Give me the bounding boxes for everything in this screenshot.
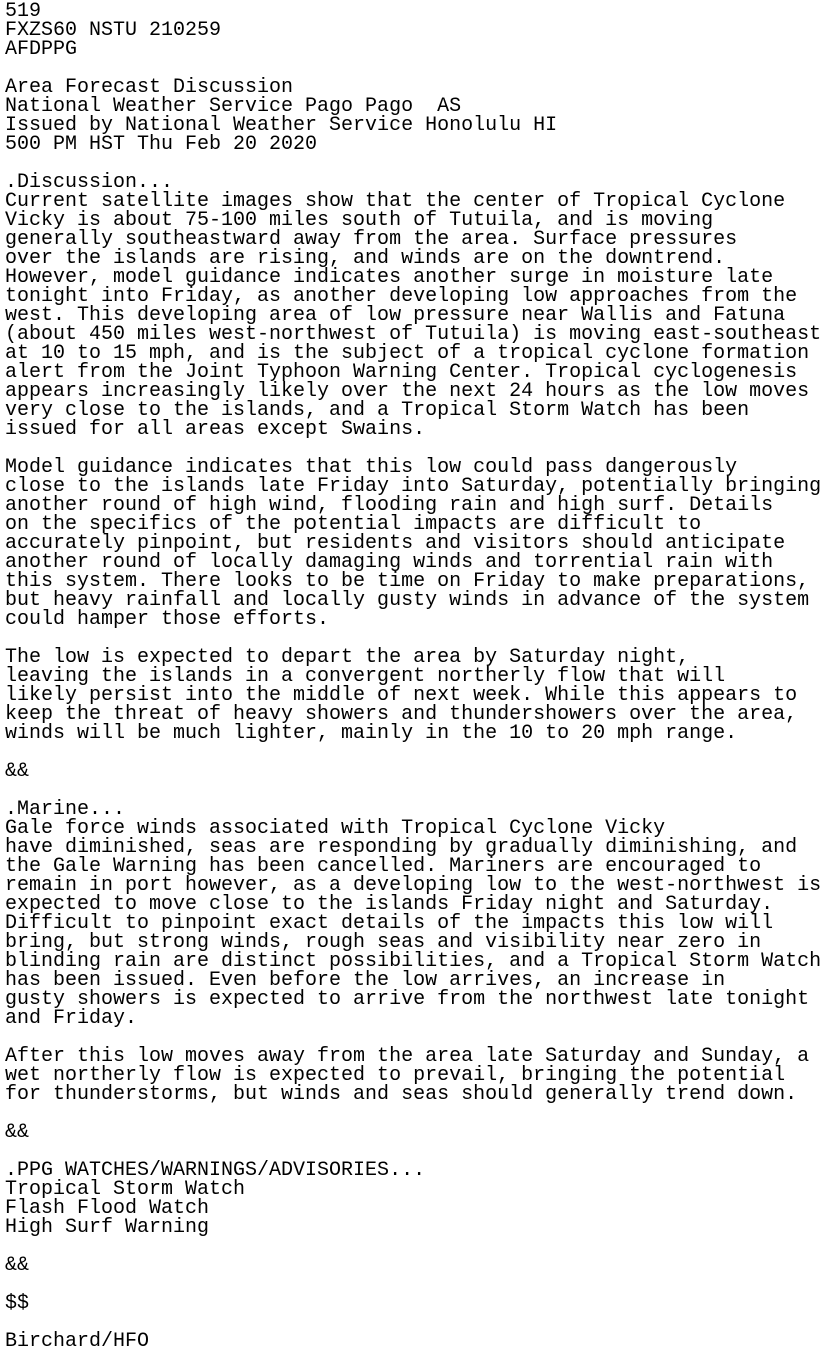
text-line: .PPG WATCHES/WARNINGS/ADVISORIES... xyxy=(5,1159,426,1182)
text-line: expected to move close to the islands Friday night and Saturday. xyxy=(5,893,774,916)
blank-line xyxy=(5,1275,821,1294)
text-line: issued for all areas except Swains. xyxy=(5,418,426,441)
text-line: (about 450 miles west-northwest of Tutuila) is moving east-southeast xyxy=(5,323,822,346)
text-line: .Marine... xyxy=(5,798,126,821)
text-line: Difficult to pinpoint exact details of the impacts this low will xyxy=(5,912,774,935)
text-line: Model guidance indicates that this low could pass dangerously xyxy=(5,456,738,479)
text-line: accurately pinpoint, but residents and visitors should anticipate xyxy=(5,532,786,555)
text-line: on the specifics of the potential impacts are difficult to xyxy=(5,513,702,536)
text-line: at 10 to 15 mph, and is the subject of a tropical cyclone formation xyxy=(5,342,810,365)
text-line: close to the islands late Friday into Saturday, potentially bringing xyxy=(5,475,822,498)
text-line: another round of locally damaging winds and torrential rain with xyxy=(5,551,774,574)
text-line: Gale force winds associated with Tropical Cyclone Vicky xyxy=(5,817,666,840)
text-line: but heavy rainfall and locally gusty winds in advance of the system xyxy=(5,589,810,612)
text-line: likely persist into the middle of next week. While this appears to xyxy=(5,684,798,707)
text-line: Birchard/HFO xyxy=(5,1330,150,1353)
text-line: winds will be much lighter, mainly in the 10 to 20 mph range. xyxy=(5,722,738,745)
text-line: $$ xyxy=(5,1292,30,1315)
text-line: have diminished, seas are responding by gradually diminishing, and xyxy=(5,836,798,859)
text-line: && xyxy=(5,1121,30,1144)
text-line: appears increasingly likely over the next 24 hours as the low moves xyxy=(5,380,810,403)
blank-line xyxy=(5,1104,821,1123)
text-line: && xyxy=(5,760,30,783)
text-line: over the islands are rising, and winds are on the downtrend. xyxy=(5,247,726,270)
text-line: Flash Flood Watch xyxy=(5,1197,210,1220)
text-line: alert from the Joint Typhoon Warning Center. Tropical cyclogenesis xyxy=(5,361,798,384)
text-line: could hamper those efforts. xyxy=(5,608,330,631)
forecast-discussion-text xyxy=(5,2,821,1351)
text-line: the Gale Warning has been cancelled. Mariners are encouraged to xyxy=(5,855,762,878)
text-line: leaving the islands in a convergent northerly flow that will xyxy=(5,665,726,688)
text-line: .Discussion... xyxy=(5,171,174,194)
text-line: Tropical Storm Watch xyxy=(5,1178,246,1201)
text-line: Vicky is about 75-100 miles south of Tutuila, and is moving xyxy=(5,209,714,232)
text-line: Issued by National Weather Service Honolulu HI xyxy=(5,114,558,137)
text-line: has been issued. Even before the low arrives, an increase in xyxy=(5,969,726,992)
blank-line xyxy=(5,781,821,800)
text-line: and Friday. xyxy=(5,1007,138,1030)
text-line: very close to the islands, and a Tropical Storm Watch has been xyxy=(5,399,750,422)
text-line: After this low moves away from the area late Saturday and Sunday, a xyxy=(5,1045,810,1068)
text-line: blinding rain are distinct possibilities, and a Tropical Storm Watch xyxy=(5,950,822,973)
text-line: keep the threat of heavy showers and thundershowers over the area, xyxy=(5,703,798,726)
blank-line xyxy=(5,743,821,762)
text-line: However, model guidance indicates another surge in moisture late xyxy=(5,266,774,289)
text-line: Current satellite images show that the center of Tropical Cyclone xyxy=(5,190,786,213)
text-line: gusty showers is expected to arrive from the northwest late tonight xyxy=(5,988,810,1011)
text-line: AFDPPG xyxy=(5,38,78,61)
text-line: remain in port however, as a developing low to the west-northwest is xyxy=(5,874,822,897)
text-line: for thunderstorms, but winds and seas should generally trend down. xyxy=(5,1083,798,1106)
text-line: && xyxy=(5,1254,30,1277)
text-line: tonight into Friday, as another developing low approaches from the xyxy=(5,285,798,308)
text-line: this system. There looks to be time on Friday to make preparations, xyxy=(5,570,810,593)
blank-line xyxy=(5,1237,821,1256)
text-line: High Surf Warning xyxy=(5,1216,210,1239)
text-line: wet northerly flow is expected to prevail, bringing the potential xyxy=(5,1064,786,1087)
text-line: National Weather Service Pago Pago AS xyxy=(5,95,462,118)
text-line: generally southeastward away from the area. Surface pressures xyxy=(5,228,738,251)
text-line: another round of high wind, flooding rain and high surf. Details xyxy=(5,494,774,517)
text-line: bring, but strong winds, rough seas and visibility near zero in xyxy=(5,931,762,954)
text-line: FXZS60 NSTU 210259 xyxy=(5,19,222,42)
text-line: west. This developing area of low pressure near Wallis and Fatuna xyxy=(5,304,786,327)
text-line: 519 xyxy=(5,0,42,23)
text-line: Area Forecast Discussion xyxy=(5,76,294,99)
text-line: The low is expected to depart the area by Saturday night, xyxy=(5,646,690,669)
text-line: 500 PM HST Thu Feb 20 2020 xyxy=(5,133,318,156)
